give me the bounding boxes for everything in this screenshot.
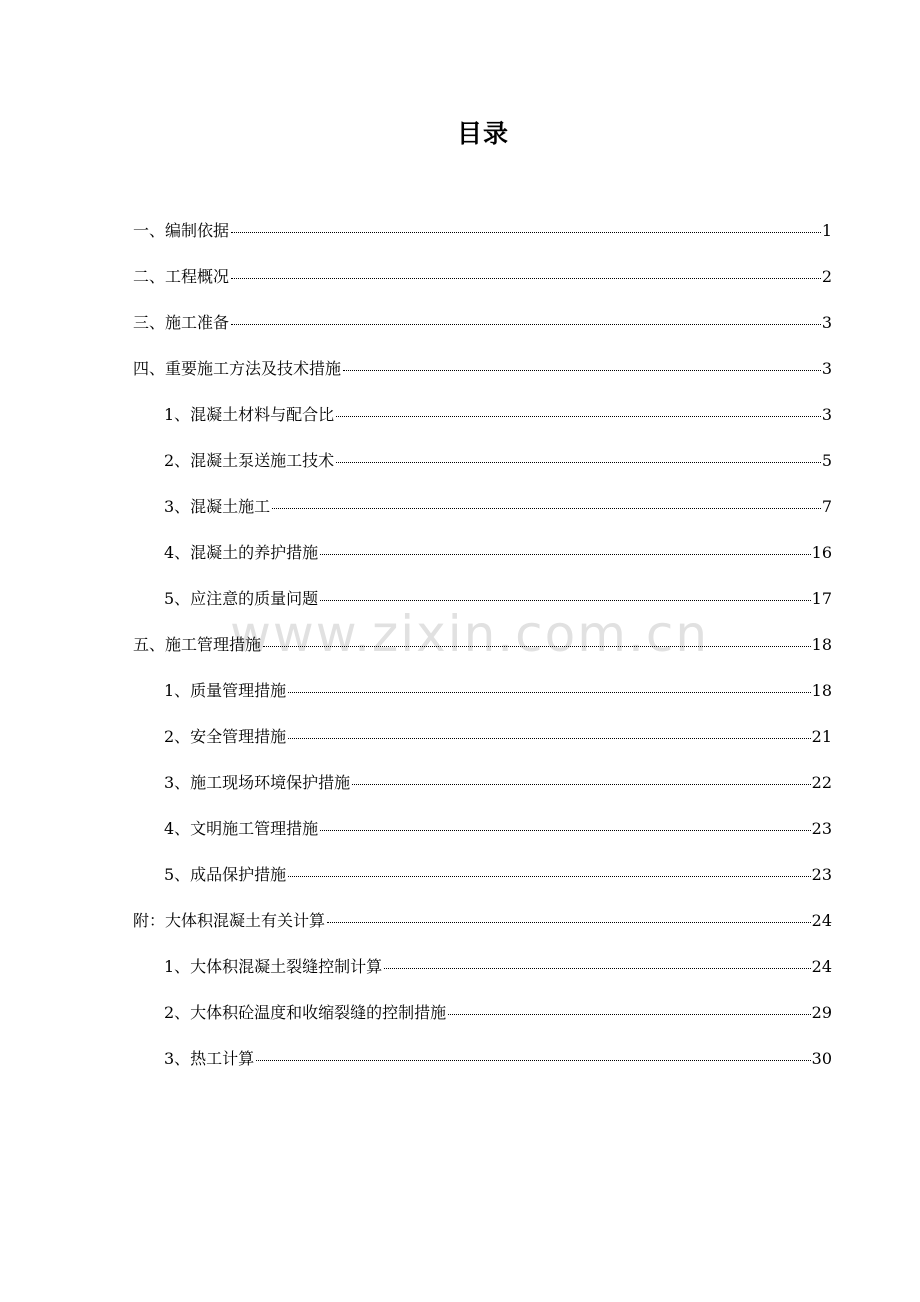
toc-entry-text: 5、应注意的质量问题 (164, 589, 319, 608)
toc-page-number: 2 (821, 267, 832, 286)
toc-dot-leader (288, 692, 810, 693)
toc-dot-leader (231, 324, 821, 325)
toc-page-number: 3 (821, 359, 832, 378)
toc-dot-leader (327, 922, 811, 923)
toc-page-number: 3 (821, 313, 832, 332)
toc-entry-4-4[interactable] (164, 540, 832, 566)
toc-dot-leader (343, 370, 821, 371)
toc-page-number: 18 (811, 635, 832, 654)
toc-entry-text: 四、重要施工方法及技术措施 (133, 359, 342, 378)
toc-title: 目录 (456, 119, 509, 148)
toc-entry-text: 4、文明施工管理措施 (164, 819, 319, 838)
toc-entry-text: 2、大体积砼温度和收缩裂缝的控制措施 (164, 1003, 447, 1022)
toc-dot-leader (263, 646, 811, 647)
toc-page-number: 23 (811, 865, 832, 884)
toc-page-number: 24 (811, 911, 832, 930)
toc-entry-4-5[interactable] (164, 586, 832, 612)
toc-page-number: 1 (821, 221, 832, 240)
toc-entry-text: 1、混凝土材料与配合比 (164, 405, 335, 424)
toc-dot-leader (320, 600, 810, 601)
toc-dot-leader (288, 738, 810, 739)
toc-entry-5-5[interactable] (164, 862, 832, 888)
toc-entry-5[interactable] (133, 632, 832, 658)
toc-entry-appendix[interactable] (133, 908, 832, 934)
toc-entry-2[interactable] (133, 264, 832, 290)
toc-dot-leader (256, 1060, 810, 1061)
toc-entry-text: 2、安全管理措施 (164, 727, 287, 746)
toc-page-number: 17 (811, 589, 832, 608)
watermark-text: www.zixin.com.cn (230, 605, 710, 663)
toc-page-number: 21 (811, 727, 832, 746)
toc-page-number: 22 (811, 773, 832, 792)
toc-entry-4-2[interactable] (164, 448, 832, 474)
toc-dot-leader (320, 554, 810, 555)
toc-entry-5-2[interactable] (164, 724, 832, 750)
toc-dot-leader (320, 830, 810, 831)
toc-entry-text: 1、质量管理措施 (164, 681, 287, 700)
toc-entry-text: 附：大体积混凝土有关计算 (133, 911, 326, 930)
toc-page-number: 29 (811, 1003, 832, 1022)
toc-entry-text: 二、工程概况 (133, 267, 230, 286)
toc-entry-text: 3、施工现场环境保护措施 (164, 773, 351, 792)
toc-page-number: 30 (811, 1049, 832, 1068)
toc-entry-3[interactable] (133, 310, 832, 336)
toc-entry-text: 一、编制依据 (133, 221, 230, 240)
toc-entry-1[interactable] (133, 218, 832, 244)
toc-dot-leader (384, 968, 810, 969)
toc-page-number: 7 (821, 497, 832, 516)
toc-entry-4[interactable] (133, 356, 832, 382)
toc-entry-text: 3、热工计算 (164, 1049, 255, 1068)
toc-entry-4-1[interactable] (164, 402, 832, 428)
toc-entry-5-1[interactable] (164, 678, 832, 704)
toc-entry-text: 三、施工准备 (133, 313, 230, 332)
toc-page-number: 18 (811, 681, 832, 700)
toc-entry-text: 五、施工管理措施 (133, 635, 262, 654)
toc-entry-text: 2、混凝土泵送施工技术 (164, 451, 335, 470)
toc-dot-leader (336, 462, 821, 463)
toc-entry-text: 3、混凝土施工 (164, 497, 271, 516)
toc-entry-appendix-2[interactable] (164, 1000, 832, 1026)
toc-dot-leader (231, 278, 821, 279)
toc-entry-text: 5、成品保护措施 (164, 865, 287, 884)
toc-entry-4-3[interactable] (164, 494, 832, 520)
toc-entry-appendix-3[interactable] (164, 1046, 832, 1072)
toc-dot-leader (288, 876, 810, 877)
toc-page-number: 24 (811, 957, 832, 976)
toc-entry-5-4[interactable] (164, 816, 832, 842)
toc-page-number: 16 (811, 543, 832, 562)
toc-page-number: 5 (821, 451, 832, 470)
toc-entry-text: 4、混凝土的养护措施 (164, 543, 319, 562)
toc-dot-leader (272, 508, 821, 509)
toc-dot-leader (336, 416, 821, 417)
toc-entry-appendix-1[interactable] (164, 954, 832, 980)
toc-dot-leader (352, 784, 810, 785)
toc-entry-5-3[interactable] (164, 770, 832, 796)
toc-dot-leader (231, 232, 821, 233)
toc-entry-text: 1、大体积混凝土裂缝控制计算 (164, 957, 383, 976)
toc-dot-leader (448, 1014, 810, 1015)
toc-page-number: 3 (821, 405, 832, 424)
toc-page-number: 23 (811, 819, 832, 838)
